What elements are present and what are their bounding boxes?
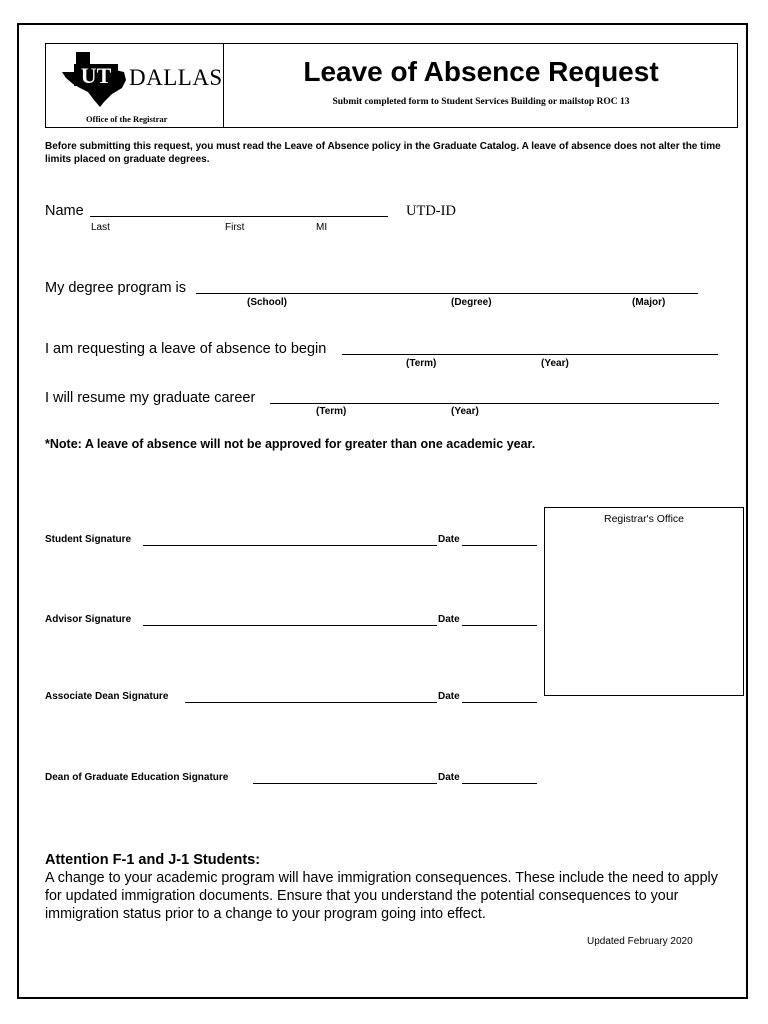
attention-body: A change to your academic program will have immigration consequences. These include the need to apply for updated immigration documents. Ensure that you understand the potential consequences to your immigration status prior to a change to your program going into effect. — [45, 870, 718, 922]
associate-dean-date-field[interactable] — [462, 702, 537, 703]
logo-cell — [46, 44, 224, 127]
degree-label: My degree program is — [45, 280, 187, 296]
student-date-field[interactable] — [462, 545, 537, 546]
advisor-signature-field[interactable] — [143, 625, 437, 626]
name-label: Name — [45, 203, 84, 219]
resume-label: I will resume my graduate career — [45, 390, 256, 406]
name-sub-last: Last — [91, 222, 110, 233]
begin-label: I am requesting a leave of absence to begin — [45, 341, 327, 357]
dean-date-label: Date — [438, 772, 460, 783]
associate-dean-signature-field[interactable] — [185, 702, 437, 703]
name-sub-mi: MI — [316, 222, 328, 233]
degree-sub-major: (Major) — [632, 297, 666, 308]
degree-field[interactable] — [196, 293, 698, 294]
advisor-date-label: Date — [438, 614, 460, 625]
student-signature-label: Student Signature — [45, 534, 132, 545]
dean-date-field[interactable] — [462, 783, 537, 784]
student-date-label: Date — [438, 534, 460, 545]
registrars-office-box — [544, 507, 744, 696]
policy-notice: Before submitting this request, you must read the Leave of Absence policy in the Graduate Catalog. A leave of absence does not alter the time limits placed on graduate degrees. — [45, 141, 721, 165]
resume-sub-term: (Term) — [316, 406, 347, 417]
begin-sub-term: (Term) — [406, 358, 437, 369]
registrars-office-label: Registrar's Office — [603, 513, 684, 525]
dean-signature-field[interactable] — [253, 783, 437, 784]
resume-field[interactable] — [270, 403, 719, 404]
student-signature-field[interactable] — [143, 545, 437, 546]
form-title: Leave of Absence Request — [303, 56, 659, 87]
office-of-registrar: Office of the Registrar — [86, 114, 168, 124]
name-field[interactable] — [90, 216, 388, 217]
associate-dean-signature-label: Associate Dean Signature — [45, 691, 169, 702]
updated-date: Updated February 2020 — [587, 936, 693, 947]
associate-dean-date-label: Date — [438, 691, 460, 702]
dean-signature-label: Dean of Graduate Education Signature — [45, 772, 229, 783]
logo-ut-text: UT — [80, 63, 112, 88]
attention-heading: Attention F-1 and J-1 Students: — [45, 852, 261, 868]
advisor-signature-label: Advisor Signature — [45, 614, 132, 625]
resume-sub-year: (Year) — [451, 406, 479, 417]
degree-sub-degree: (Degree) — [451, 297, 492, 308]
begin-field[interactable] — [342, 354, 718, 355]
utd-id-label: UTD-ID — [406, 203, 456, 219]
note-text: *Note: A leave of absence will not be approved for greater than one academic year. — [45, 437, 536, 451]
logo-dallas-text: DALLAS — [129, 65, 223, 90]
degree-sub-school: (School) — [247, 297, 287, 308]
texas-logo-icon — [60, 50, 130, 108]
header-box — [45, 43, 738, 128]
advisor-date-field[interactable] — [462, 625, 537, 626]
name-sub-first: First — [225, 222, 245, 233]
begin-sub-year: (Year) — [541, 358, 569, 369]
form-subtitle: Submit completed form to Student Services Building or mailstop ROC 13 — [332, 97, 630, 107]
